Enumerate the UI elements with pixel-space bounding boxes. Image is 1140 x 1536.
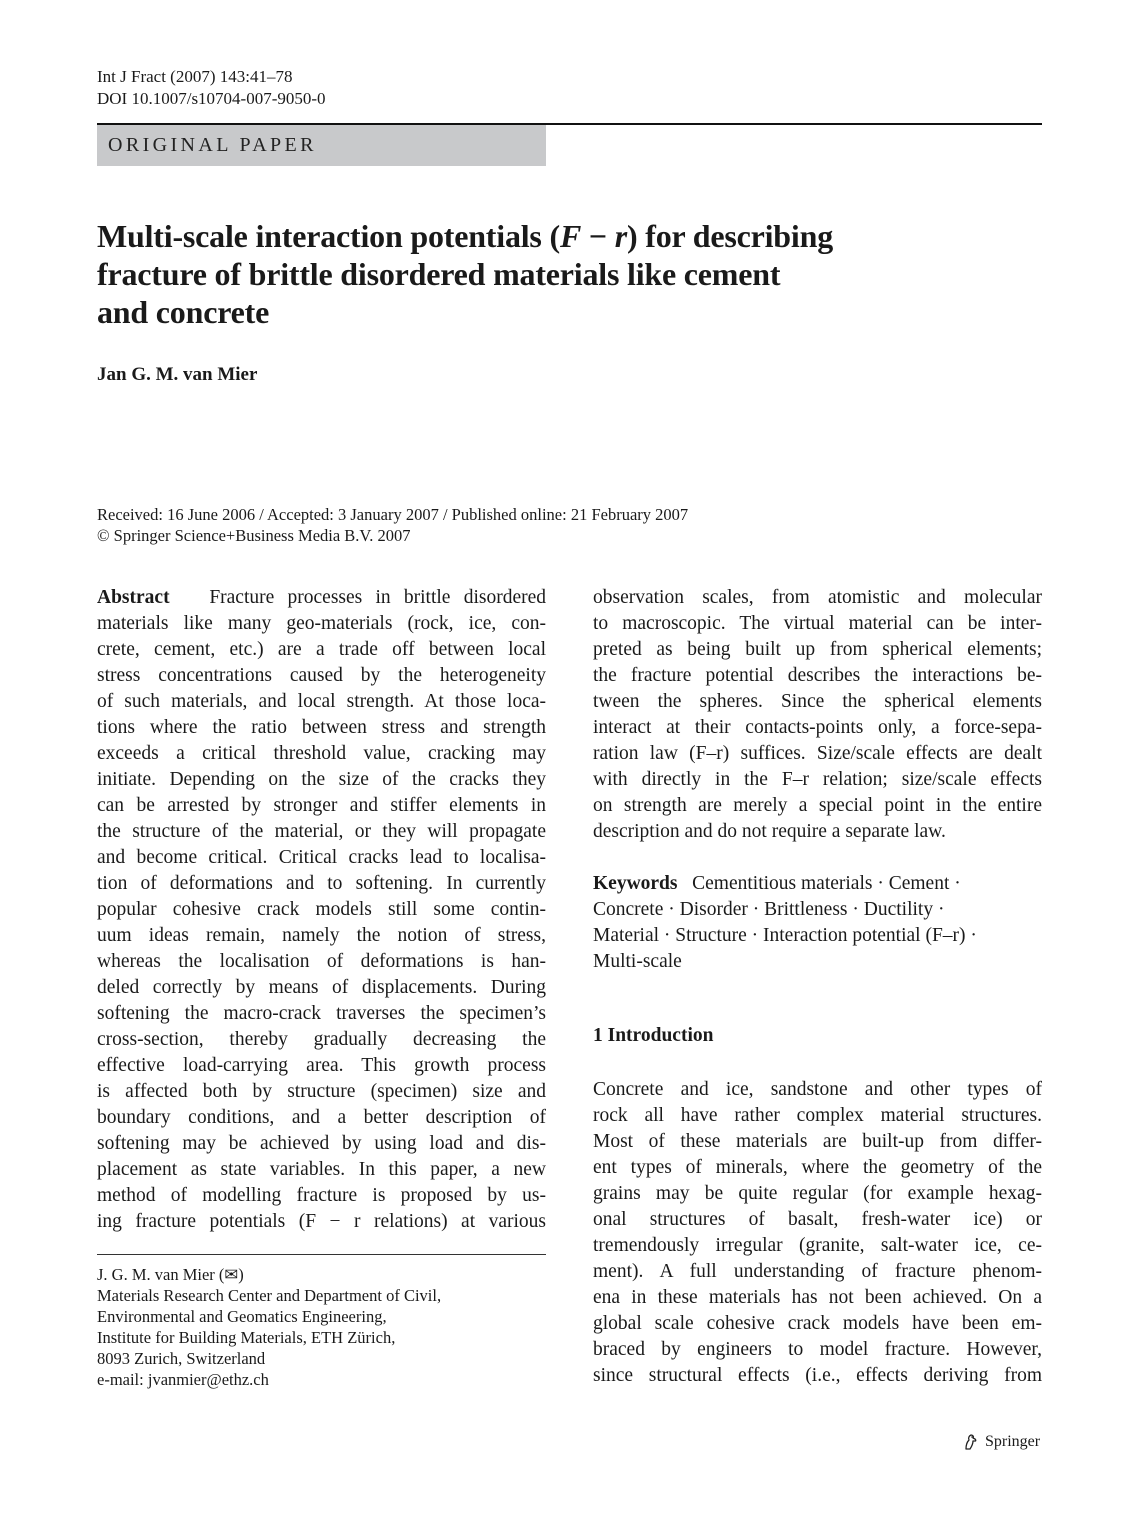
keywords-block (593, 871, 1042, 975)
publication-dates (97, 504, 688, 546)
abstract-line: boundary conditions, and a better description of (97, 1107, 546, 1128)
abstract-line: and become critical. Critical cracks lead to localisa- (97, 847, 546, 868)
body-line: grains may be quite regular (for example hexag- (593, 1183, 1042, 1204)
abstract-line: softening may be achieved by using load and dis- (97, 1133, 546, 1154)
keywords-line: Multi-scale (593, 951, 682, 972)
abstract-line: uum ideas remain, namely the notion of stress, (97, 925, 546, 946)
abstract-line: ing fracture potentials (F − r relations) at various (97, 1211, 546, 1232)
abstract-line: ration law (F–r) suffices. Size/scale effects are dealt (593, 743, 1042, 764)
abstract-line: on strength are merely a special point in the entire (593, 795, 1042, 816)
abstract-line: placement as state variables. In this paper, a new (97, 1159, 546, 1180)
abstract-line: whereas the localisation of deformations is han- (97, 951, 546, 972)
abstract-line: cross-section, thereby gradually decreasing the (97, 1029, 546, 1050)
abstract-label: Abstract (97, 587, 170, 608)
abstract-line: observation scales, from atomistic and molecular (593, 587, 1042, 608)
abstract-line: materials like many geo-materials (rock, ice, con- (97, 613, 546, 634)
body-line: ent types of minerals, where the geometry of the (593, 1157, 1042, 1178)
introduction-text (593, 1077, 1042, 1389)
abstract-line: of such materials, and local strength. At those loca- (97, 691, 546, 712)
date-history: Received: 16 June 2006 / Accepted: 3 January 2007 / Published online: 21 February 2007 (97, 505, 689, 524)
journal-header (97, 66, 326, 110)
abstract-line: softening the macro-crack traverses the specimen’s (97, 1003, 546, 1024)
body-line: ment). A full understanding of fracture phenom- (593, 1261, 1042, 1282)
abstract-line: method of modelling fracture is proposed by us- (97, 1185, 546, 1206)
keywords-label: Keywords (593, 873, 678, 894)
publisher-logo (962, 1433, 1040, 1451)
abstract-line: with directly in the F–r relation; size/scale effects (593, 769, 1042, 790)
abstract-line: stress concentrations caused by the heterogeneity (97, 665, 546, 686)
abstract-line: can be arrested by stronger and stiffer elements in (97, 795, 546, 816)
doi: DOI 10.1007/s10704-007-9050-0 (97, 89, 326, 108)
abstract-line: tween the spheres. Since the spherical elements (593, 691, 1042, 712)
footnote-line: Materials Research Center and Department of Civil, (97, 1286, 442, 1305)
abstract-line: initiate. Depending on the size of the cracks they (97, 769, 546, 790)
abstract-line: crete, cement, etc.) are a trade off between local (97, 639, 546, 660)
abstract-line: description and do not require a separate law. (593, 821, 946, 842)
footnote-line: Institute for Building Materials, ETH Zürich, (97, 1328, 396, 1347)
journal-citation: Int J Fract (2007) 143:41–78 (97, 67, 293, 86)
body-line: global scale cohesive crack models have been em- (593, 1313, 1042, 1334)
body-line: ena in these materials has not been achieved. On a (593, 1287, 1042, 1308)
abstract-right (593, 585, 1042, 845)
abstract-line: effective load-carrying area. This growth process (97, 1055, 546, 1076)
section-heading: 1 Introduction (593, 1025, 714, 1046)
abstract-line: deled correctly by means of displacements. During (97, 977, 546, 998)
abstract-line: preted as being built up from spherical elements; (593, 639, 1042, 660)
footnote-line: J. G. M. van Mier (✉) (97, 1265, 244, 1284)
publisher-name: Springer (985, 1433, 1041, 1450)
body-line: braced by engineers to model fracture. However, (593, 1339, 1042, 1360)
email-link[interactable]: e-mail: jvanmier@ethz.ch (97, 1370, 269, 1389)
keywords-first-line: Keywords Cementitious materials · Cement · (593, 873, 961, 894)
footnote-line: 8093 Zurich, Switzerland (97, 1349, 266, 1368)
keywords-line: Material · Structure · Interaction potential (F–r) · (593, 925, 977, 946)
body-line: onal structures of basalt, fresh-water ice) or (593, 1209, 1042, 1230)
footnote-line: Environmental and Geomatics Engineering, (97, 1307, 387, 1326)
paper-type-banner: ORIGINAL PAPER (97, 125, 546, 166)
abstract-line: interact at their contacts-points only, a force-sepa- (593, 717, 1042, 738)
abstract-line: tions where the ratio between stress and strength (97, 717, 546, 738)
abstract-line: is affected both by structure (specimen) size and (97, 1081, 546, 1102)
copyright: © Springer Science+Business Media B.V. 2007 (97, 526, 411, 545)
abstract-line: the structure of the material, or they will propagate (97, 821, 546, 842)
author-affiliation-footnote (97, 1264, 441, 1390)
author-name: Jan G. M. van Mier (97, 364, 258, 385)
body-line: Concrete and ice, sandstone and other types of (593, 1079, 1042, 1100)
keywords-line: Concrete · Disorder · Brittleness · Ductility · (593, 899, 945, 920)
abstract-left (97, 585, 546, 1235)
abstract-line: popular cohesive crack models still some contin- (97, 899, 546, 920)
body-line: rock all have rather complex material structures. (593, 1105, 1042, 1126)
abstract-line: tion of deformations and to softening. In currently (97, 873, 546, 894)
abstract-line: the fracture potential describes the interactions be- (593, 665, 1042, 686)
paper-title: Multi-scale interaction potentials (F − r) for describing fracture of brittle disordered materials like cement and concrete (97, 218, 833, 330)
abstract-line: exceeds a critical threshold value, cracking may (97, 743, 546, 764)
abstract-line: to macroscopic. The virtual material can be inter- (593, 613, 1042, 634)
body-line: Most of these materials are built-up from differ- (593, 1131, 1042, 1152)
springer-horse-icon (962, 1433, 980, 1451)
body-line: since structural effects (i.e., effects deriving from (593, 1365, 1042, 1386)
abstract-first-line: Abstract Fracture processes in brittle disordered (97, 587, 547, 608)
body-line: tremendously irregular (granite, salt-water ice, ce- (593, 1235, 1042, 1256)
footnote-rule (97, 1254, 546, 1255)
